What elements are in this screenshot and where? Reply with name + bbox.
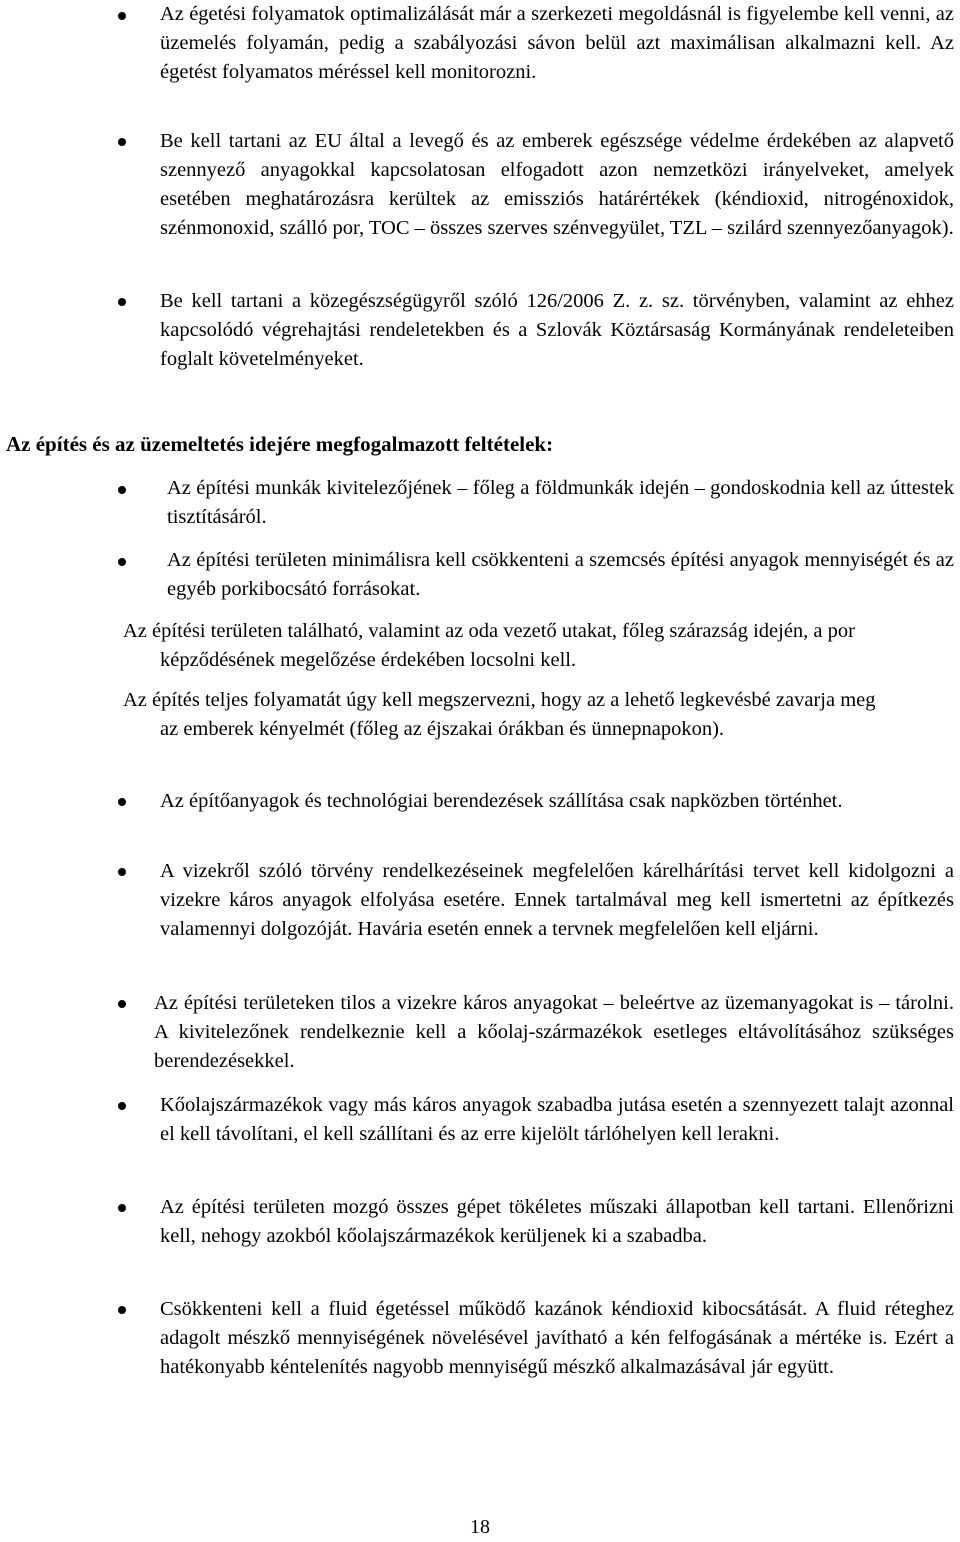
list-item: Az építőanyagok és technológiai berendezések szállítása csak napközben történhet. xyxy=(160,790,843,812)
paragraph: Az építési területen található, valamint az oda vezető utakat, főleg szárazság idején, a por képződésének megelőzése érdekében locsolni kell. xyxy=(123,620,855,671)
bullet-marker xyxy=(118,868,126,876)
list-item: Csökkenteni kell a fluid égetéssel működő kazánok kéndioxid kibocsátását. A fluid réteghez adagolt mészkő mennyiségének növelésével javítható a kén felfogásának a mértéke is. Ezért a hatékonyabb kéntelenítés nagyobb mennyiségű mészkő alkalmazásával jár együtt. xyxy=(160,1298,954,1378)
list-item: Be kell tartani a közegészségügyről szóló 126/2006 Z. z. sz. törvényben, valamint az ehhez kapcsolódó végrehajtási rendeletekben és a Szlovák Köztársaság Kormányának rendeleteiben foglalt követelményeket. xyxy=(160,290,954,370)
list-item: A vizekről szóló törvény rendelkezéseinek megfelelően kárelhárítási tervet kell kidolgozni a vizekre káros anyagok elfolyása esetére. Ennek tartalmával meg kell ismertetni az építkezés valamennyi dolgozóját. Havária esetén ennek a tervnek megfelelően kell eljárni. xyxy=(160,860,954,940)
list-item: Be kell tartani az EU által a levegő és az emberek egészsége védelme érdekében az alapvető szennyező anyagokkal kapcsolatosan elfogadott azon nemzetközi irányelveket, amelyek esetében meghatározásra kerültek az emissziós határértékek (kéndioxid, nitrogénoxidok, szénmonoxid, szálló por, TOC – összes szerves szénvegyület, TZL – szilárd szennyezőanyagok). xyxy=(160,130,954,239)
bullet-marker xyxy=(118,486,126,494)
list-item: Kőolajszármazékok vagy más káros anyagok szabadba jutása esetén a szennyezett talajt azonnal el kell távolítani, el kell szállítani és az erre kijelölt tárlóhelyen kell lerakni. xyxy=(160,1094,954,1145)
list-item: Az építési területeken tilos a vizekre káros anyagokat – beleértve az üzemanyagokat is – tárolni. A kivitelezőnek rendelkeznie kell a kőolaj-származékok esetleges eltávolításához szükséges berendezésekkel. xyxy=(154,992,954,1072)
section-heading: Az építés és az üzemeltetés idejére megfogalmazott feltételek: xyxy=(6,432,554,456)
bullet-marker xyxy=(118,1102,126,1110)
bullet-marker xyxy=(118,798,126,806)
bullet-marker xyxy=(118,1306,126,1314)
bullet-marker xyxy=(118,1000,126,1008)
list-item: Az építési munkák kivitelezőjének – főleg a földmunkák idején – gondoskodnia kell az úttestek tisztításáról. xyxy=(167,477,954,528)
list-item: Az építési területen minimálisra kell csökkenteni a szemcsés építési anyagok mennyiségét és az egyéb porkibocsátó forrásokat. xyxy=(167,549,954,600)
list-item: Az égetési folyamatok optimalizálását már a szerkezeti megoldásnál is figyelembe kell venni, az üzemelés folyamán, pedig a szabályozási sávon belül azt maximálisan alkalmazni kell. Az égetést folyamatos méréssel kell monitorozni. xyxy=(160,3,954,83)
bullet-marker xyxy=(118,12,126,20)
page-number: 18 xyxy=(470,1516,490,1538)
bullet-marker xyxy=(118,558,126,566)
bullet-marker xyxy=(118,1204,126,1212)
bullet-marker xyxy=(118,298,126,306)
list-item: Az építési területen mozgó összes gépet tökéletes műszaki állapotban kell tartani. Ellenőrizni kell, nehogy azokból kőolajszármazékok kerüljenek ki a szabadba. xyxy=(160,1196,954,1247)
paragraph: Az építés teljes folyamatát úgy kell megszervezni, hogy az a lehető legkevésbé zavarja meg az emberek kényelmét (főleg az éjszakai órákban és ünnepnapokon). xyxy=(123,689,876,740)
bullet-marker xyxy=(118,138,126,146)
